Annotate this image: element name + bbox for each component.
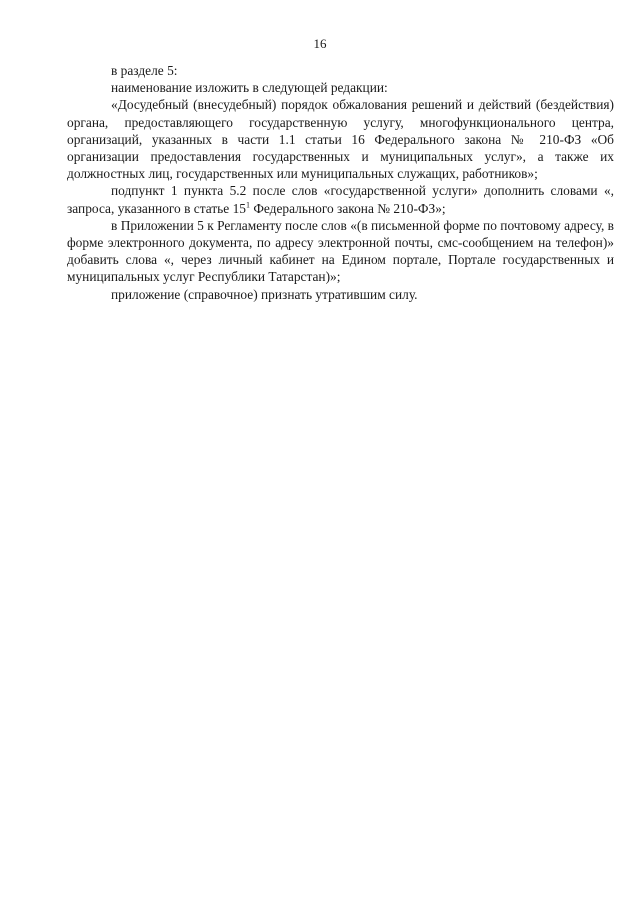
paragraph-section-heading: в разделе 5: <box>111 63 178 78</box>
page-number: 16 <box>313 36 327 51</box>
paragraph-repeal: приложение (справочное) признать утратившим силу. <box>111 286 418 302</box>
paragraph-subpoint-tail: Федерального закона № 210-ФЗ»; <box>249 200 446 216</box>
paragraph-subpoint-amendment <box>67 182 614 216</box>
article-superscript: 1 <box>245 200 250 210</box>
document-body <box>67 62 614 303</box>
paragraph-instruction: наименование изложить в следующей редакции: <box>111 80 388 96</box>
paragraph-new-title: «Досудебный (внесудебный) порядок обжалования решений и действий (бездействия) органа, предоставляющего государственную услугу, многофункционального центра, организаций, указанных в части 1.1 статьи 16 Федерального закона № 210-ФЗ «Об организации предоставления государственных и муниципальных услуг», а также их должностных лиц, государственных или муниципальных служащих, работников»; <box>67 97 614 182</box>
paragraph-appendix-amendment: в Приложении 5 к Регламенту после слов «(в письменной форме по почтовому адресу, в форме электронного документа, по адресу электронной почты, смс-сообщением на телефон)» добавить слова «, через личный кабинет на Едином портале, Портале государственных и муниципальных услуг Республики Татарстан)»; <box>67 217 614 285</box>
paragraph-subpoint-text: подпункт 1 пункта 5.2 после слов «государственной услуги» дополнить словами «, запроса, указанного в статье 15 <box>67 183 614 216</box>
